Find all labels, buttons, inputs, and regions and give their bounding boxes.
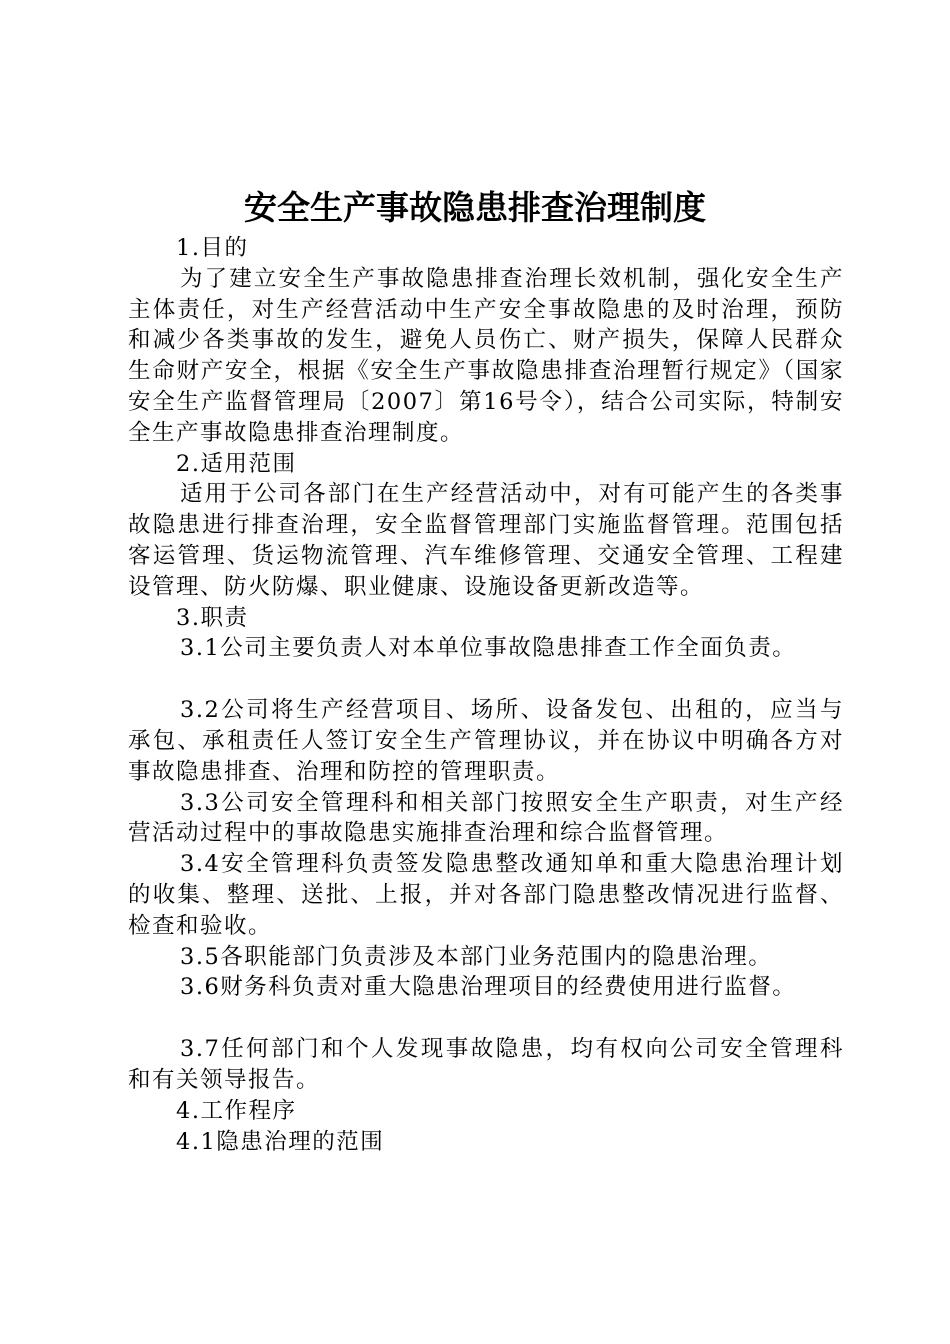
paragraph-responsibility-3-5: 3.5各职能部门负责涉及本部门业务范围内的隐患治理。 bbox=[180, 943, 773, 970]
paragraph-scope: 适用于公司各部门在生产经营活动中，对有可能产生的各类事故隐患进行排查治理，安全监督管理部门实施监督管理。范围包括客运管理、货运物流管理、汽车维修管理、交通安全管理、工程建设管理、防火防爆、职业健康、设施设备更新改造等。 bbox=[128, 481, 844, 600]
subsection-heading-hazard-scope: 4.1隐患治理的范围 bbox=[176, 1128, 385, 1155]
paragraph-responsibility-3-6: 3.6财务科负责对重大隐患治理项目的经费使用进行监督。 bbox=[180, 974, 797, 1001]
section-heading-scope: 2.适用范围 bbox=[176, 450, 297, 477]
paragraph-purpose: 为了建立安全生产事故隐患排查治理长效机制，强化安全生产主体责任，对生产经营活动中生产安全事故隐患的及时治理，预防和减少各类事故的发生，避免人员伤亡、财产损失，保障人民群众生命财产安全，根据《安全生产事故隐患排查治理暂行规定》（国家安全生产监督管理局〔2007〕第16号令），结合公司实际，特制安全生产事故隐患排查治理制度。 bbox=[128, 265, 844, 446]
paragraph-responsibility-3-4: 3.4安全管理科负责签发隐患整改通知单和重大隐患治理计划的收集、整理、送批、上报，并对各部门隐患整改情况进行监督、检查和验收。 bbox=[128, 851, 844, 939]
blank-line bbox=[128, 664, 844, 695]
section-heading-purpose: 1.目的 bbox=[176, 235, 249, 261]
section-heading-responsibilities: 3.职责 bbox=[176, 604, 249, 631]
paragraph-responsibility-3-2: 3.2公司将生产经营项目、场所、设备发包、出租的，应当与承包、承租责任人签订安全生产管理协议，并在协议中明确各方对事故隐患排查、治理和防控的管理职责。 bbox=[128, 697, 844, 785]
paragraph-responsibility-3-7: 3.7任何部门和个人发现事故隐患，均有权向公司安全管理科和有关领导报告。 bbox=[128, 1036, 844, 1093]
section-heading-procedure: 4.工作程序 bbox=[176, 1097, 297, 1124]
document-title: 安全生产事故隐患排查治理制度 bbox=[244, 188, 706, 227]
blank-line bbox=[128, 1003, 844, 1034]
document-body bbox=[128, 233, 844, 1157]
paragraph-responsibility-3-1: 3.1公司主要负责人对本单位事故隐患排查工作全面负责。 bbox=[180, 635, 797, 662]
paragraph-responsibility-3-3: 3.3公司安全管理科和相关部门按照安全生产职责，对生产经营活动过程中的事故隐患实施排查治理和综合监督管理。 bbox=[128, 789, 844, 847]
